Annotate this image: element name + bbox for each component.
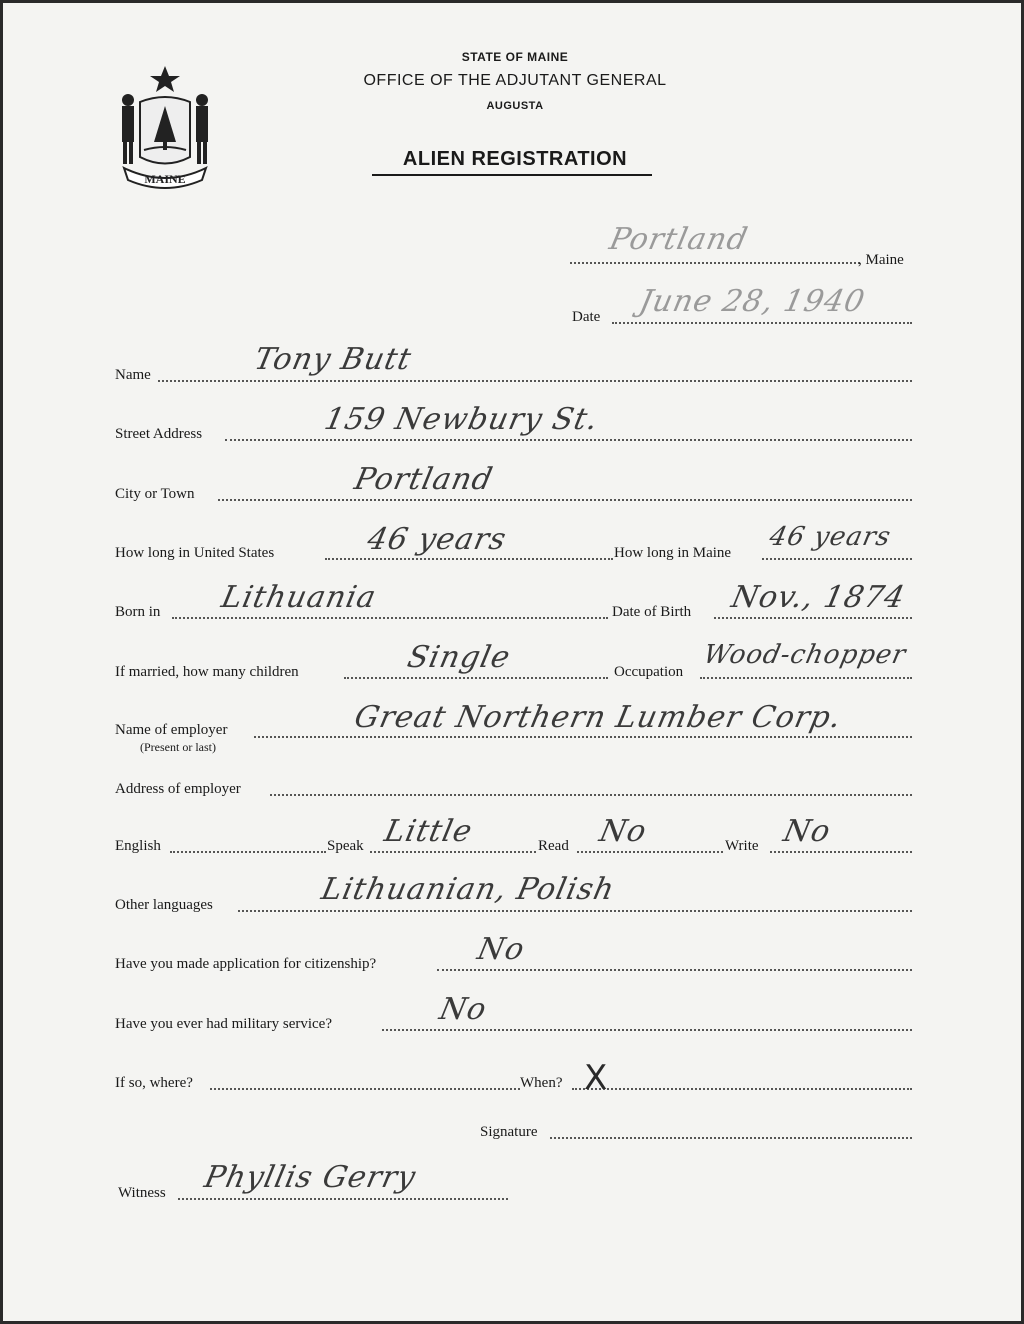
employer-line: [254, 736, 912, 738]
town-line: [570, 262, 860, 264]
name-entry: Tony Butt: [251, 342, 415, 377]
city-line: [218, 499, 912, 501]
date-of-birth-line: [714, 617, 912, 619]
signature-label: Signature: [480, 1124, 538, 1140]
street-entry: 159 Newbury St.: [321, 402, 602, 437]
street-line: [225, 439, 912, 441]
where-label: If so, where?: [115, 1075, 193, 1091]
signature-line: [550, 1137, 912, 1139]
how-long-us-label: How long in United States: [115, 545, 275, 561]
date-of-birth-label: Date of Birth: [612, 604, 692, 620]
write-label: Write: [725, 838, 759, 854]
street-label: Street Address: [115, 426, 203, 442]
english-line: [170, 851, 326, 853]
name-line: [158, 380, 912, 382]
how-long-us-entry: 46 years: [364, 522, 510, 557]
speak-entry: Little: [381, 814, 476, 849]
other-languages-label: Other languages: [115, 897, 213, 913]
witness-entry: Phyllis Gerry: [201, 1160, 420, 1195]
employer-label: Name of employer: [115, 722, 228, 738]
date-of-birth-entry: Nov., 1874: [728, 580, 909, 615]
title-underline: [372, 174, 652, 176]
other-languages-line: [238, 910, 912, 912]
date-label: Date: [572, 309, 601, 325]
children-label: If married, how many children: [115, 664, 299, 680]
read-line: [577, 851, 723, 853]
how-long-us-line: [325, 558, 613, 560]
born-in-entry: Lithuania: [218, 580, 380, 615]
witness-line: [178, 1198, 508, 1200]
occupation-line: [700, 677, 912, 679]
occupation-label: Occupation: [614, 664, 684, 680]
employer-address-label: Address of employer: [115, 781, 241, 797]
header-office: OFFICE OF THE ADJUTANT GENERAL: [363, 72, 667, 89]
speak-label: Speak: [327, 838, 364, 854]
citizenship-entry: No: [474, 932, 529, 967]
born-in-line: [172, 617, 608, 619]
seal-text: MAINE: [144, 172, 186, 186]
english-label: English: [115, 838, 161, 854]
form-title: ALIEN REGISTRATION: [402, 148, 628, 170]
read-entry: No: [596, 814, 651, 849]
date-entry: June 28, 1940: [636, 284, 869, 319]
when-line: [572, 1088, 912, 1090]
children-line: [344, 677, 608, 679]
how-long-maine-label: How long in Maine: [614, 545, 732, 561]
where-line: [210, 1088, 520, 1090]
city-entry: Portland: [351, 462, 497, 497]
speak-line: [370, 851, 536, 853]
header-city: AUGUSTA: [486, 100, 544, 112]
employer-entry: Great Northern Lumber Corp.: [351, 700, 845, 735]
other-languages-entry: Lithuanian, Polish: [318, 872, 618, 907]
date-line: [612, 322, 912, 324]
witness-label: Witness: [118, 1185, 166, 1201]
read-label: Read: [538, 838, 569, 854]
children-entry: Single: [404, 640, 514, 675]
when-mark: X: [584, 1058, 608, 1098]
city-label: City or Town: [115, 486, 195, 502]
maine-state-seal-icon: [110, 62, 220, 192]
how-long-maine-entry: 46 years: [766, 522, 894, 552]
citizenship-label: Have you made application for citizenship?: [115, 956, 377, 972]
header-state: STATE OF MAINE: [461, 50, 569, 64]
military-entry: No: [436, 992, 491, 1027]
write-entry: No: [780, 814, 835, 849]
name-label: Name: [115, 367, 151, 383]
write-line: [770, 851, 912, 853]
citizenship-line: [437, 969, 912, 971]
employer-sub-label: (Present or last): [140, 740, 216, 754]
when-label: When?: [520, 1075, 563, 1091]
maine-label: , Maine: [858, 252, 904, 268]
how-long-maine-line: [762, 558, 912, 560]
military-label: Have you ever had military service?: [115, 1016, 332, 1032]
employer-address-line: [270, 794, 912, 796]
military-line: [382, 1029, 912, 1031]
born-in-label: Born in: [115, 604, 161, 620]
town-entry: Portland: [606, 222, 752, 257]
occupation-entry: Wood-chopper: [700, 640, 909, 670]
